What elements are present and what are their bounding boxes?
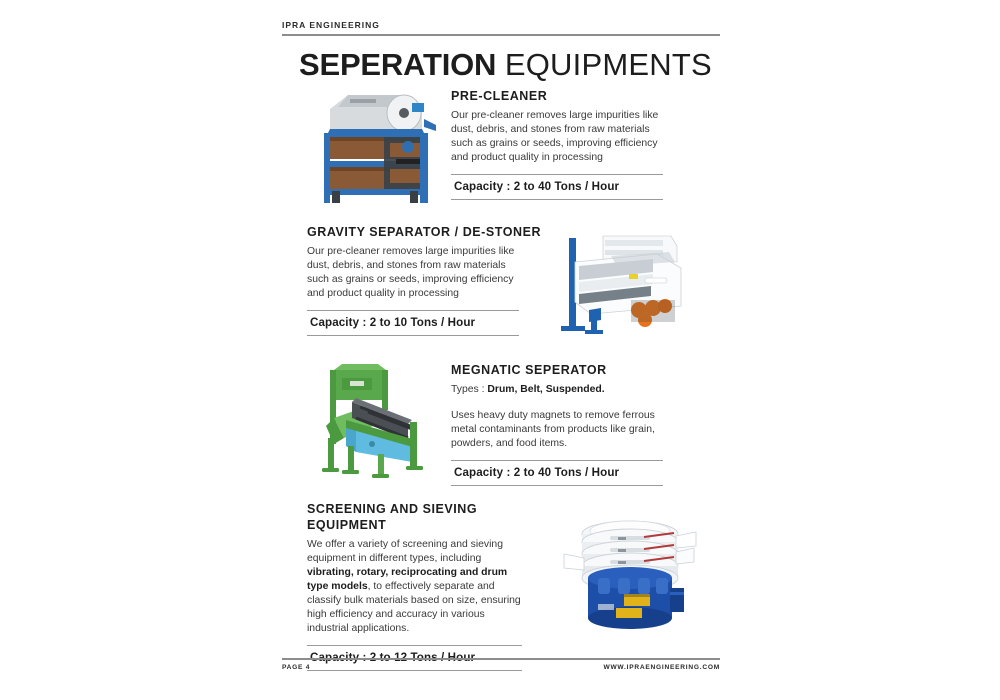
section-body <box>307 538 522 636</box>
section-body: Our pre-cleaner removes large impurities like dust, debris, and stones from raw materials such as grains or seeds, improving efficiency and product quality in processing <box>307 246 515 299</box>
capacity-divider-bottom <box>307 335 519 336</box>
footer-row <box>282 664 720 671</box>
capacity-divider-bottom <box>451 485 663 486</box>
section-title: PRE-CLEANER <box>451 89 548 103</box>
capacity-block <box>307 310 519 336</box>
brand-name: IPRA ENGINEERING <box>282 20 380 30</box>
section-body-part2: , to effectively separate and classify bulk materials based on size, ensuring high efficiency and accuracy in various industrial applications. <box>307 581 521 634</box>
page-header <box>282 19 720 36</box>
spacer <box>451 397 663 409</box>
page-title-bold: SEPERATION <box>299 47 497 82</box>
pre-cleaner-image <box>312 85 440 209</box>
capacity-text: Capacity : 2 to 10 Tons / Hour <box>310 316 476 329</box>
page-number: PAGE 4 <box>282 664 311 671</box>
section-magnetic-separator <box>451 362 663 486</box>
section-title: MEGNATIC SEPERATOR <box>451 363 607 377</box>
page-footer <box>282 658 720 671</box>
capacity-divider-bottom <box>451 199 663 200</box>
section-title: GRAVITY SEPARATOR / DE-STONER <box>307 225 542 239</box>
capacity-block <box>451 460 663 486</box>
website-url[interactable]: WWW.IPRAENGINEERING.COM <box>603 664 720 671</box>
section-body: Uses heavy duty magnets to remove ferrous metal contaminants from products like grain, powders, and food items. <box>451 410 655 449</box>
section-gravity-separator <box>307 224 542 336</box>
types-value: Drum, Belt, Suspended. <box>487 384 605 395</box>
section-screening-sieving <box>307 501 522 671</box>
footer-divider <box>282 658 720 660</box>
section-title-line2: EQUIPMENT <box>307 518 387 532</box>
page-title-light: EQUIPMENTS <box>504 47 712 82</box>
section-title-line1: SCREENING AND SIEVING <box>307 502 478 516</box>
types-label: Types : <box>451 384 488 395</box>
section-body-part1: We offer a variety of screening and sieving equipment in different types, including <box>307 539 503 564</box>
gravity-separator-image <box>545 228 685 338</box>
magnetic-separator-image <box>312 362 432 484</box>
section-body-bold: vibrating, rotary, reciprocating and drum type models <box>307 567 508 592</box>
section-title <box>307 501 522 533</box>
section-body: Our pre-cleaner removes large impurities like dust, debris, and stones from raw materials such as grains or seeds, improving efficiency and product quality in processing <box>451 110 659 163</box>
capacity-block <box>451 174 663 200</box>
capacity-text: Capacity : 2 to 40 Tons / Hour <box>454 466 620 479</box>
vibrating-sieve-image <box>558 512 703 644</box>
capacity-text: Capacity : 2 to 40 Tons / Hour <box>454 180 620 193</box>
section-types <box>451 383 663 397</box>
page-title <box>299 46 712 84</box>
header-divider <box>282 34 720 36</box>
section-pre-cleaner <box>451 88 663 200</box>
